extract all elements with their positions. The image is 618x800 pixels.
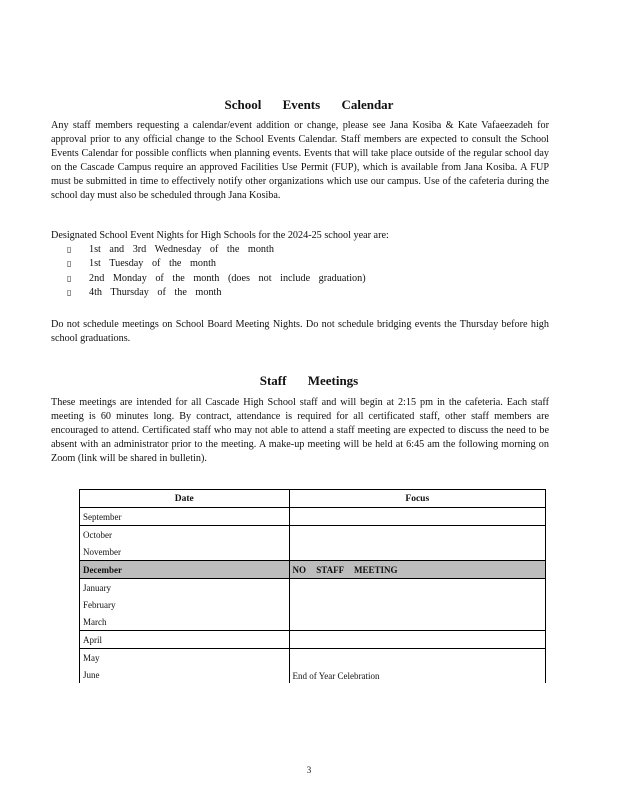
focus-cell [289,579,545,631]
date-cell: February [80,596,290,613]
table-header-row [80,490,546,508]
page-number: 3 [306,765,312,775]
table-row [80,561,546,579]
table-row [80,508,546,526]
focus-cell [289,526,545,561]
focus-cell: NO STAFF MEETING [289,561,545,579]
designated-nights-intro: Designated School Event Nights for High Schools for the 2024-25 school year are: [51,230,389,241]
bullet-box-icon: ▯ [67,259,72,269]
table-row [80,649,546,667]
table-row [80,579,546,597]
list-item: ▯ 1st and 3rd Wednesday of the month [67,243,487,257]
staff-meetings-paragraph: These meetings are intended for all Cascade High School staff and will begin at 2:15 pm in the cafeteria. Each staff meeting is 60 minutes long. By contract, attendance is required for all certificated staff, other staff members are encouraged to attend. Certificated staff who may not able to attend a staff meeting are expected to discuss the need to be absent with an administrator prior to the meeting. A make-up meeting will be held at 6:45 am the following morning on Zoom (link will be shared in bulletin). [51,397,549,465]
staff-meeting-schedule-table [79,489,546,683]
table-row [80,631,546,649]
event-nights-list [67,243,487,301]
focus-cell [289,631,545,649]
events-calendar-title: School Events Calendar [224,97,394,112]
date-cell: June [80,666,290,683]
events-intro-paragraph: Any staff members requesting a calendar/event addition or change, please see Jana Kosiba & Kate Vafaeezadeh for approval prior to any official change to the School Events Calendar. Staff members are expected to consult the School Events Calendar for possible conflicts when planning events. Events that will take place outside of the regular school day on the Cascade Campus require an approved Facilities Use Permit (FUP), which is available from Jana Kosiba. A FUP must be submitted in time to effectively notify other organizations which use our campus. Use of the cafeteria during the school day must also be scheduled through Jana Kosiba. [51,120,549,202]
staff-meetings-title: Staff Meetings [259,373,359,388]
list-item: ▯ 1st Tuesday of the month [67,257,487,271]
date-cell: May [80,649,290,667]
table-row [80,526,546,544]
date-column-header: Date [80,490,290,508]
date-cell: September [80,508,290,526]
date-cell: November [80,543,290,561]
focus-cell: End of Year Celebration [289,649,545,684]
focus-cell [289,508,545,526]
focus-column-header: Focus [289,490,545,508]
date-cell: January [80,579,290,597]
scheduling-note: Do not schedule meetings on School Board Meeting Nights. Do not schedule bridging events the Thursday before high school graduations. [51,319,549,345]
list-item: ▯ 4th Thursday of the month [67,286,487,300]
date-cell: March [80,613,290,631]
date-cell: December [80,561,290,579]
list-item: ▯ 2nd Monday of the month (does not include graduation) [67,272,487,286]
bullet-box-icon: ▯ [67,273,72,283]
date-cell: October [80,526,290,544]
bullet-box-icon: ▯ [67,288,72,298]
date-cell: April [80,631,290,649]
bullet-box-icon: ▯ [67,245,72,254]
